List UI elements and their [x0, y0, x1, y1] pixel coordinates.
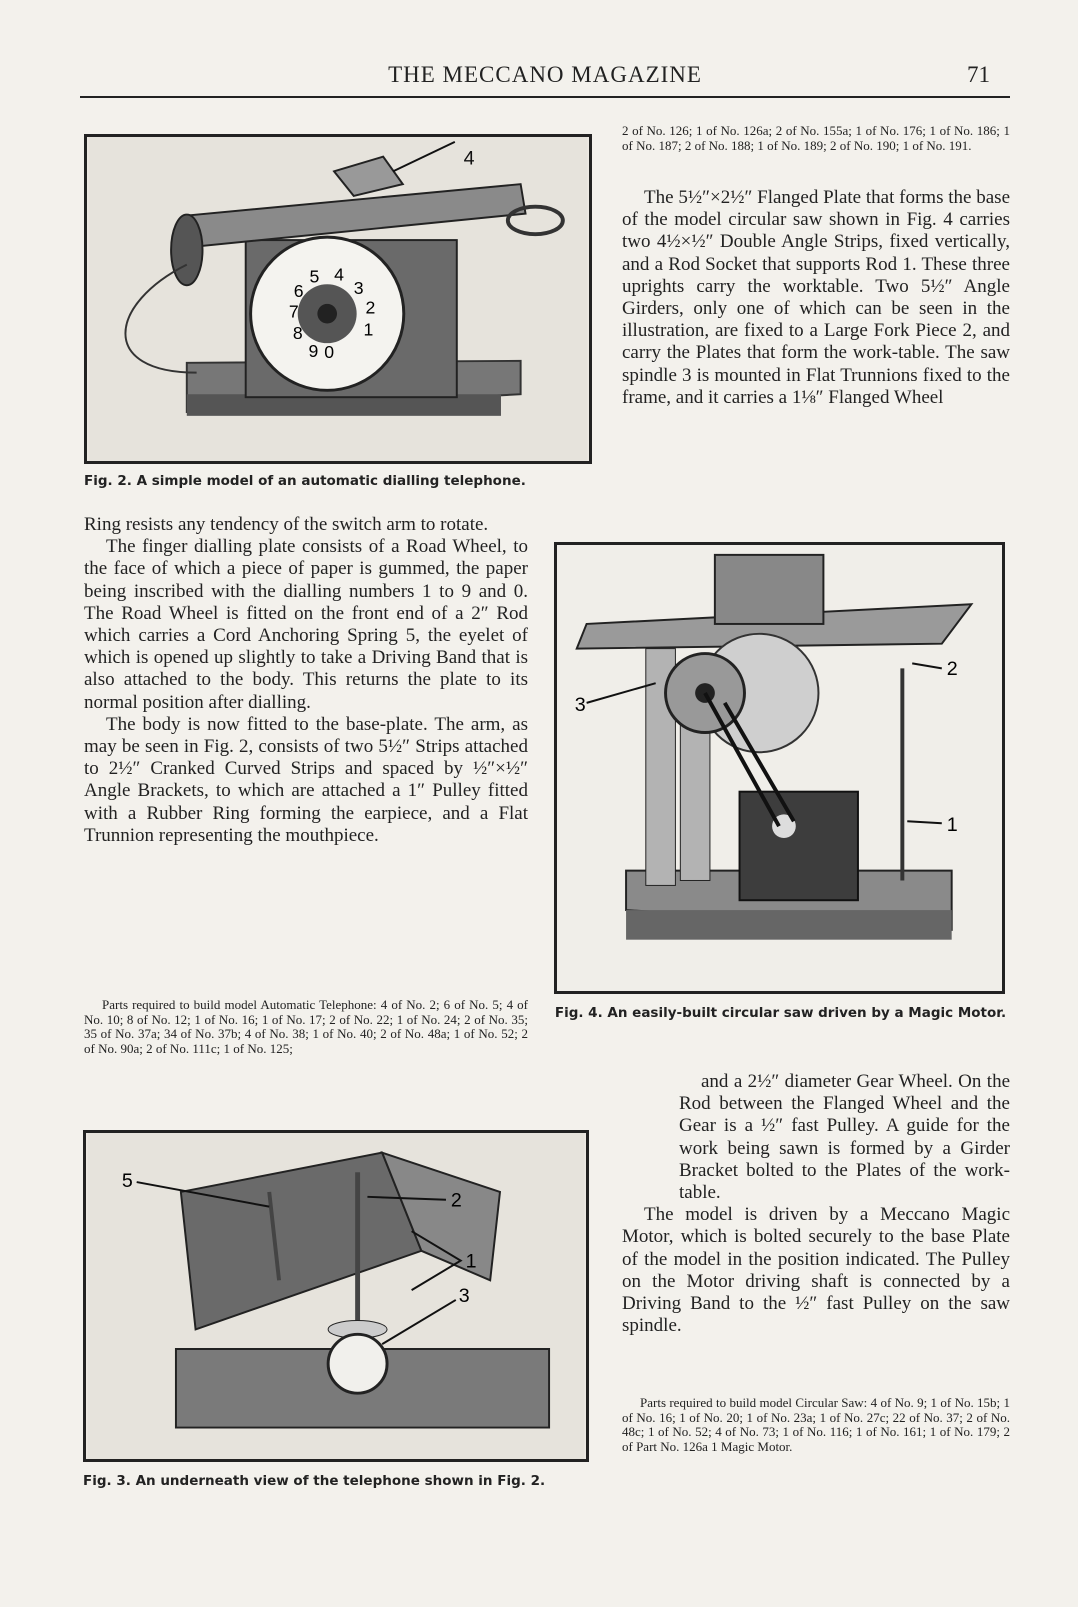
- fig3-illustration: [86, 1133, 586, 1459]
- right-parts-top: [622, 124, 1010, 153]
- dial-digit: 4: [334, 264, 344, 285]
- paragraph-gear-wheel: and a 2½″ diameter Gear Wheel. On the Rod between the Flanged Wheel and the Gear is a ½″ fast Pulley. A guide for the work being sawn is formed by a Girder Bracket bolted to the Plates of the work-table.: [679, 1071, 1010, 1204]
- magazine-title: THE MECCANO MAGAZINE: [388, 62, 702, 87]
- fig4-caption: Fig. 4. An easily-built circular saw driven by a Magic Motor.: [554, 1005, 1007, 1021]
- dial-digit: 5: [309, 266, 320, 287]
- fig4-illustration: [557, 545, 1002, 991]
- fig2-label-4: 4: [463, 147, 475, 170]
- paragraph-magic-motor: The model is driven by a Meccano Magic Motor, which is bolted securely to the base Plate of the model in the position indicated. The Pulley on the Motor driving shaft is connected by a Driving Band to the ½″ fast Pulley on the saw spindle.: [622, 1204, 1010, 1337]
- fig3-label-2: 2: [450, 1189, 462, 1212]
- dial-digit: 1: [363, 319, 374, 340]
- page-number: 71: [967, 62, 990, 87]
- fig4-label-3: 3: [574, 693, 586, 716]
- parts-list-continued: 2 of No. 126; 1 of No. 126a; 2 of No. 155a; 1 of No. 176; 1 of No. 186; 1 of No. 187; 2 of No. 188; 1 of No. 189; 2 of No. 190; 1 of No. 191.: [622, 123, 1010, 153]
- fig3-label-3: 3: [458, 1284, 470, 1307]
- paragraph-dialling-plate: The finger dialling plate consists of a Road Wheel, to the face of which a piece of paper is gummed, the paper being inscribed with the dialling numbers 1 to 9 and 0. The Road Wheel is fitted on the front end of a 2″ Rod which carries a Cord Anchoring Spring 5, the eyelet of which is opened up slightly to take a Driving Band that is also attached to the body. This returns the plate to its normal position after dialling.: [84, 536, 528, 713]
- right-column-text-1: [622, 187, 1010, 409]
- fig4-label-1: 1: [946, 814, 958, 837]
- left-parts-list: [84, 998, 528, 1056]
- dial-digit: 0: [324, 341, 335, 362]
- fig3-label-5: 5: [121, 1170, 133, 1193]
- dial-digit: 8: [292, 323, 303, 344]
- left-column-text: [84, 514, 528, 847]
- fig3-telephone-underneath-photo: [83, 1130, 589, 1462]
- fig4-circular-saw-photo: [554, 542, 1005, 994]
- fig2-illustration: [87, 137, 589, 461]
- dial-digit: 9: [308, 340, 319, 361]
- parts-list-circular-saw: Parts required to build model Circular Saw: 4 of No. 9; 1 of No. 15b; 1 of No. 16; 1 of No. 20; 1 of No. 23a; 1 of No. 27c; 22 of No. 37; 2 of No. 48c; 1 of No. 52; 4 of No. 73; 1 of No. 116; 1 of No. 161; 1 of No. 179; 2 of Part No. 126a 1 Magic Motor.: [622, 1395, 1010, 1454]
- paragraph-circular-saw-intro: The 5½″×2½″ Flanged Plate that forms the base of the model circular saw shown in Fig. 4 carries two 4½×½″ Double Angle Strips, fixed vertically, and a Rod Socket that supports Rod 1. These three uprights carry the worktable. Two 5½″ Angle Girders, only one of which can be seen in the illustration, are fixed to a Large Fork Piece 2, and carry the Plates that form the work-table. The saw spindle 3 is mounted in Flat Trunnions fixed to the frame, and it carries a 1⅛″ Flanged Wheel: [622, 187, 1010, 408]
- fig3-caption: Fig. 3. An underneath view of the telephone shown in Fig. 2.: [83, 1473, 546, 1489]
- fig3-label-1: 1: [465, 1250, 477, 1273]
- page-header: [80, 62, 1010, 98]
- dial-digit: 7: [288, 301, 299, 322]
- parts-list-telephone: Parts required to build model Automatic Telephone: 4 of No. 2; 6 of No. 5; 4 of No. 10; 8 of No. 12; 1 of No. 16; 1 of No. 17; 2 of No. 22; 1 of No. 24; 2 of No. 35; 35 of No. 37a; 34 of No. 37b; 4 of No. 38; 1 of No. 40; 2 of No. 48a; 1 of No. 52; 2 of No. 90a; 2 of No. 111c; 1 of No. 125;: [84, 997, 528, 1056]
- right-parts-bottom: [622, 1396, 1010, 1454]
- dial-digit: 6: [293, 281, 304, 302]
- fig2-telephone-photo: [84, 134, 592, 464]
- right-column-text-2: [622, 1071, 1010, 1337]
- dial-digit: 3: [353, 278, 364, 299]
- paragraph-body-and-arm: The body is now fitted to the base-plate. The arm, as may be seen in Fig. 2, consists of two 5½″ Strips attached to 2½″ Cranked Curved Strips and spaced by ½″×½″ Angle Brackets, to which are attached a 1″ Pulley fitted with a Rubber Ring forming the earpiece, and a Flat Trunnion representing the mouthpiece.: [84, 713, 528, 846]
- fig2-caption: Fig. 2. A simple model of an automatic dialling telephone.: [84, 473, 526, 489]
- fig4-label-2: 2: [946, 658, 958, 681]
- dial-digit: 2: [365, 297, 376, 318]
- paragraph-switch-arm: Ring resists any tendency of the switch arm to rotate.: [84, 514, 489, 535]
